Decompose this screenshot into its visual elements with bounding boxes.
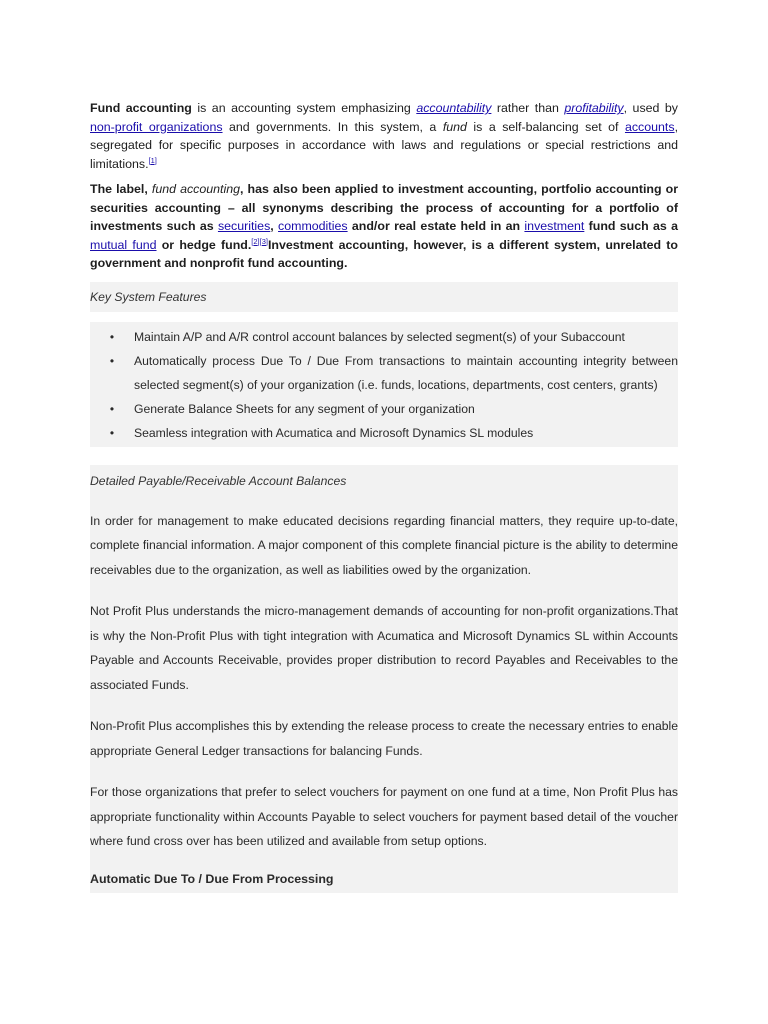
bullet-icon: • (109, 425, 115, 440)
document-page (90, 99, 678, 893)
reference-3[interactable]: [3] (259, 236, 268, 246)
link-non-profit-organizations[interactable]: non-profit organizations (90, 119, 223, 134)
balances-section (90, 465, 678, 893)
key-features-title: Key System Features (90, 289, 207, 304)
balances-heading: Detailed Payable/Receivable Account Balances (90, 473, 347, 488)
balances-paragraph: Non-Profit Plus accomplishes this by extending the release process to create the necessary entries to enable appropriate General Ledger transactions for balancing Funds. (90, 719, 678, 758)
due-to-due-from-heading: Automatic Due To / Due From Processing (90, 871, 334, 886)
intro-paragraph-2: The label, fund accounting, has also been applied to investment accounting, portfolio accounting or securities accounting – all synonyms describing the process of accounting for a portfolio of investments such as securities, commodities and/or real estate held in an investment fund such as a mutual fund or hedge fund.[2][3]Investment accounting, however, is a different system, unrelated to government and nonprofit fund accounting. (90, 182, 679, 270)
term-fund-accounting: Fund accounting (90, 101, 192, 115)
link-accounts[interactable]: accounts (624, 119, 675, 134)
link-profitability[interactable]: profitability (564, 101, 624, 115)
list-item: • Generate Balance Sheets for any segment of your organization (90, 397, 678, 421)
fund-accounting-italic: fund accounting (151, 182, 241, 196)
bullet-icon: • (109, 353, 115, 368)
link-commodities[interactable]: commodities (278, 219, 348, 233)
reference-1[interactable]: [1] (148, 155, 157, 165)
bullet-icon: • (109, 329, 115, 344)
fund-italic: fund (442, 119, 467, 134)
list-item: • Maintain A/P and A/R control account balances by selected segment(s) of your Subaccount (90, 325, 678, 349)
key-features-list (90, 322, 678, 447)
link-accountability[interactable]: accountability (416, 101, 492, 115)
reference-2[interactable]: [2] (251, 236, 260, 246)
link-securities[interactable]: securities (217, 219, 271, 233)
balances-paragraph: For those organizations that prefer to select vouchers for payment on one fund at a time, Non Profit Plus has appropriate functionality within Accounts Payable to select vouchers for payment based detail of the voucher where fund cross over has been utilized and available from setup options. (90, 785, 678, 848)
link-mutual-fund[interactable]: mutual fund (90, 237, 157, 252)
list-item: • Automatically process Due To / Due From transactions to maintain accounting integrity between selected segment(s) of your organization (i.e. funds, locations, departments, cost centers, grants) (90, 349, 678, 397)
balances-paragraph: Not Profit Plus understands the micro-management demands of accounting for non-profit organizations.That is why the Non-Profit Plus with tight integration with Acumatica and Microsoft Dynamics SL within Accounts Payable and Accounts Receivable, provides proper distribution to record Payables and Receivables to the associated Funds. (90, 604, 678, 692)
balances-paragraph: In order for management to make educated decisions regarding financial matters, they require up-to-date, complete financial information. A major component of this complete financial picture is the ability to determine receivables due to the organization, as well as liabilities owed by the organization. (90, 513, 678, 577)
bullet-icon: • (109, 401, 115, 416)
intro-paragraph-1: Fund accounting is an accounting system emphasizing accountability rather than profitability, used by non-profit organizations and governments. In this system, a fund is a self-balancing set of accounts, segregated for specific purposes in accordance with laws and regulations or special restrictions and limitations.[1] (90, 101, 679, 171)
key-features-heading (90, 282, 678, 312)
list-item: • Seamless integration with Acumatica and Microsoft Dynamics SL modules (90, 421, 678, 445)
link-investment[interactable]: investment (524, 219, 585, 233)
